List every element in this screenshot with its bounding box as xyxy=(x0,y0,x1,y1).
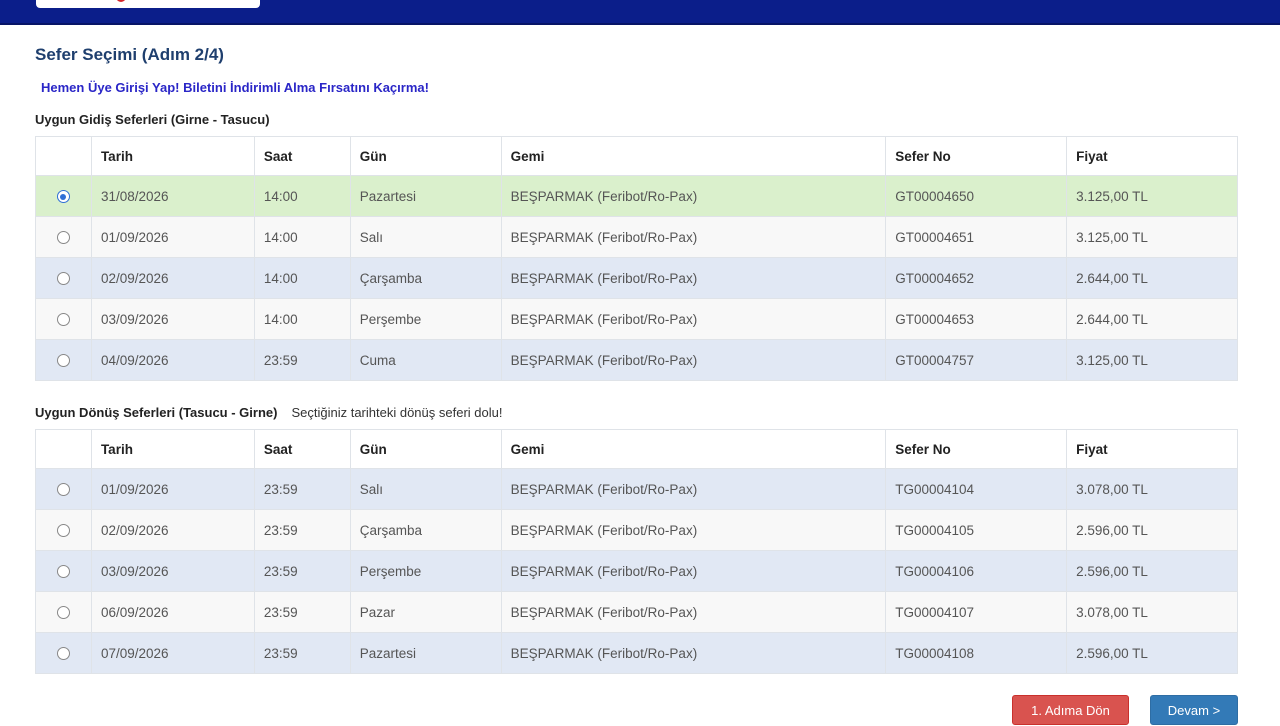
day-cell: Pazartesi xyxy=(350,176,501,217)
trip-no-cell: TG00004108 xyxy=(886,633,1067,674)
day-cell: Salı xyxy=(350,469,501,510)
date-cell: 06/09/2026 xyxy=(91,592,254,633)
date-cell: 04/09/2026 xyxy=(91,340,254,381)
day-cell: Çarşamba xyxy=(350,510,501,551)
return-trip-radio[interactable] xyxy=(57,483,70,496)
date-cell: 31/08/2026 xyxy=(91,176,254,217)
outbound-trip-radio[interactable] xyxy=(57,190,70,203)
select-cell[interactable] xyxy=(36,299,92,340)
ship-cell: BEŞPARMAK (Feribot/Ro-Pax) xyxy=(501,340,886,381)
time-cell: 14:00 xyxy=(254,176,350,217)
table-row[interactable] xyxy=(36,176,1238,217)
outbound-trip-radio[interactable] xyxy=(57,231,70,244)
time-cell: 23:59 xyxy=(254,469,350,510)
price-cell: 2.596,00 TL xyxy=(1067,510,1238,551)
day-cell: Perşembe xyxy=(350,299,501,340)
outbound-trip-radio[interactable] xyxy=(57,354,70,367)
table-header-row xyxy=(36,137,1238,176)
time-cell: 23:59 xyxy=(254,340,350,381)
ship-cell: BEŞPARMAK (Feribot/Ro-Pax) xyxy=(501,551,886,592)
ship-cell: BEŞPARMAK (Feribot/Ro-Pax) xyxy=(501,469,886,510)
price-cell: 2.644,00 TL xyxy=(1067,258,1238,299)
price-cell: 2.596,00 TL xyxy=(1067,551,1238,592)
column-header-trip-no: Sefer No xyxy=(886,137,1067,176)
trip-no-cell: GT00004652 xyxy=(886,258,1067,299)
price-cell: 3.125,00 TL xyxy=(1067,217,1238,258)
table-row[interactable] xyxy=(36,592,1238,633)
trip-no-cell: TG00004107 xyxy=(886,592,1067,633)
select-cell[interactable] xyxy=(36,340,92,381)
site-header xyxy=(0,0,1280,25)
table-row[interactable] xyxy=(36,469,1238,510)
trip-no-cell: GT00004757 xyxy=(886,340,1067,381)
time-cell: 14:00 xyxy=(254,217,350,258)
select-cell[interactable] xyxy=(36,176,92,217)
table-row[interactable] xyxy=(36,217,1238,258)
ship-cell: BEŞPARMAK (Feribot/Ro-Pax) xyxy=(501,176,886,217)
return-section-title xyxy=(35,405,502,420)
day-cell: Cuma xyxy=(350,340,501,381)
return-trip-radio[interactable] xyxy=(57,565,70,578)
date-cell: 02/09/2026 xyxy=(91,510,254,551)
outbound-trip-radio[interactable] xyxy=(57,272,70,285)
logo-mark-icon xyxy=(116,0,126,2)
column-header-day: Gün xyxy=(350,430,501,469)
site-logo[interactable] xyxy=(36,0,260,8)
column-header-select xyxy=(36,430,92,469)
trip-no-cell: TG00004104 xyxy=(886,469,1067,510)
column-header-day: Gün xyxy=(350,137,501,176)
ship-cell: BEŞPARMAK (Feribot/Ro-Pax) xyxy=(501,217,886,258)
ship-cell: BEŞPARMAK (Feribot/Ro-Pax) xyxy=(501,299,886,340)
table-row[interactable] xyxy=(36,510,1238,551)
day-cell: Çarşamba xyxy=(350,258,501,299)
trip-no-cell: GT00004650 xyxy=(886,176,1067,217)
day-cell: Perşembe xyxy=(350,551,501,592)
continue-button[interactable]: Devam > xyxy=(1150,695,1238,725)
table-row[interactable] xyxy=(36,633,1238,674)
return-trip-radio[interactable] xyxy=(57,606,70,619)
column-header-time: Saat xyxy=(254,137,350,176)
column-header-price: Fiyat xyxy=(1067,137,1238,176)
select-cell[interactable] xyxy=(36,258,92,299)
date-cell: 01/09/2026 xyxy=(91,217,254,258)
time-cell: 14:00 xyxy=(254,258,350,299)
page-title: Sefer Seçimi (Adım 2/4) xyxy=(35,45,224,64)
select-cell[interactable] xyxy=(36,592,92,633)
column-header-select xyxy=(36,137,92,176)
ship-cell: BEŞPARMAK (Feribot/Ro-Pax) xyxy=(501,592,886,633)
trip-no-cell: TG00004106 xyxy=(886,551,1067,592)
column-header-trip-no: Sefer No xyxy=(886,430,1067,469)
select-cell[interactable] xyxy=(36,217,92,258)
price-cell: 3.078,00 TL xyxy=(1067,592,1238,633)
return-trips-table xyxy=(35,429,1238,674)
outbound-title-text: Uygun Gidiş Seferleri (Girne - Tasucu) xyxy=(35,112,270,127)
back-to-step-1-button[interactable]: 1. Adıma Dön xyxy=(1012,695,1129,725)
time-cell: 23:59 xyxy=(254,633,350,674)
return-title-text: Uygun Dönüş Seferleri (Tasucu - Girne) xyxy=(35,405,278,420)
price-cell: 3.125,00 TL xyxy=(1067,176,1238,217)
price-cell: 3.078,00 TL xyxy=(1067,469,1238,510)
table-row[interactable] xyxy=(36,258,1238,299)
table-row[interactable] xyxy=(36,340,1238,381)
ship-cell: BEŞPARMAK (Feribot/Ro-Pax) xyxy=(501,510,886,551)
trip-no-cell: GT00004653 xyxy=(886,299,1067,340)
column-header-date: Tarih xyxy=(91,430,254,469)
day-cell: Salı xyxy=(350,217,501,258)
select-cell[interactable] xyxy=(36,469,92,510)
trip-no-cell: TG00004105 xyxy=(886,510,1067,551)
column-header-date: Tarih xyxy=(91,137,254,176)
date-cell: 03/09/2026 xyxy=(91,551,254,592)
price-cell: 2.596,00 TL xyxy=(1067,633,1238,674)
return-full-notice: Seçtiğiniz tarihteki dönüş seferi dolu! xyxy=(291,405,503,420)
price-cell: 2.644,00 TL xyxy=(1067,299,1238,340)
ship-cell: BEŞPARMAK (Feribot/Ro-Pax) xyxy=(501,633,886,674)
select-cell[interactable] xyxy=(36,633,92,674)
day-cell: Pazartesi xyxy=(350,633,501,674)
member-login-promo-link[interactable]: Hemen Üye Girişi Yap! Biletini İndirimli Alma Fırsatını Kaçırma! xyxy=(41,80,429,95)
time-cell: 23:59 xyxy=(254,592,350,633)
select-cell[interactable] xyxy=(36,510,92,551)
trip-no-cell: GT00004651 xyxy=(886,217,1067,258)
table-row[interactable] xyxy=(36,551,1238,592)
table-row[interactable] xyxy=(36,299,1238,340)
column-header-price: Fiyat xyxy=(1067,430,1238,469)
date-cell: 07/09/2026 xyxy=(91,633,254,674)
return-trip-radio[interactable] xyxy=(57,647,70,660)
price-cell: 3.125,00 TL xyxy=(1067,340,1238,381)
day-cell: Pazar xyxy=(350,592,501,633)
column-header-ship: Gemi xyxy=(501,137,886,176)
date-cell: 01/09/2026 xyxy=(91,469,254,510)
time-cell: 14:00 xyxy=(254,299,350,340)
ship-cell: BEŞPARMAK (Feribot/Ro-Pax) xyxy=(501,258,886,299)
column-header-time: Saat xyxy=(254,430,350,469)
outbound-section-title xyxy=(35,112,270,127)
select-cell[interactable] xyxy=(36,551,92,592)
column-header-ship: Gemi xyxy=(501,430,886,469)
table-header-row xyxy=(36,430,1238,469)
date-cell: 03/09/2026 xyxy=(91,299,254,340)
time-cell: 23:59 xyxy=(254,551,350,592)
outbound-trips-table xyxy=(35,136,1238,381)
time-cell: 23:59 xyxy=(254,510,350,551)
outbound-trip-radio[interactable] xyxy=(57,313,70,326)
return-trip-radio[interactable] xyxy=(57,524,70,537)
date-cell: 02/09/2026 xyxy=(91,258,254,299)
